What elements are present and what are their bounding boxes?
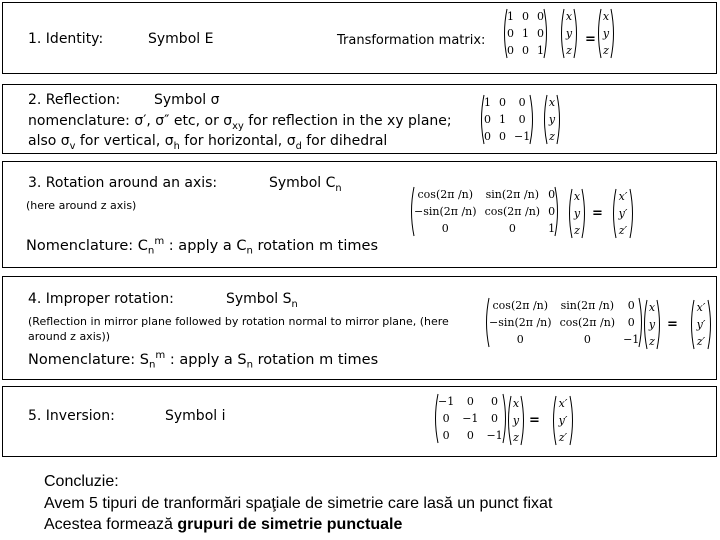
- identity-symbol: Symbol E: [148, 31, 214, 47]
- parenthesis-pair: [507, 395, 525, 446]
- reflection-subtypes: also $\sigma_v$ for vertical, $\sigma_h$ for horizontal, $\sigma_d$ for dihedral: [28, 133, 388, 152]
- matrix-cell: 0: [499, 96, 506, 109]
- vector-entry: z: [574, 224, 580, 237]
- vector-entry: y′: [558, 414, 568, 427]
- improper-result: [690, 299, 712, 350]
- matrix-cell: 0: [484, 130, 491, 143]
- vector-entry: z′: [618, 224, 628, 237]
- matrix-cell: 0: [466, 429, 474, 442]
- matrix-cell: 0: [441, 222, 449, 235]
- rotation-note: (here around z axis): [26, 199, 137, 212]
- matrix-cell: 0: [522, 44, 529, 57]
- matrix-cell: 0: [627, 316, 635, 329]
- inversion-matrix: [434, 393, 507, 444]
- matrix-cell: 1: [537, 44, 544, 57]
- matrix-cell: 1: [484, 96, 491, 109]
- inversion-vector: [507, 395, 525, 446]
- parenthesis-pair: [543, 94, 561, 145]
- matrix-cell: 0: [537, 27, 544, 40]
- rotation-result: [612, 188, 634, 239]
- matrix-cell: −1: [623, 333, 640, 346]
- improper-symbol: Symbol $S_n$: [226, 291, 298, 310]
- vector-entry: z: [549, 130, 555, 143]
- matrix-cell: cos(2π /n): [559, 316, 616, 329]
- parenthesis-pair: [552, 395, 574, 446]
- matrix-cell: −sin(2π /n): [414, 205, 477, 218]
- improper-title: 4. Improper rotation:: [28, 291, 174, 307]
- matrix-cell: 0: [516, 333, 524, 346]
- vector-entry: x: [573, 190, 581, 203]
- vector-entry: x′: [696, 301, 706, 314]
- matrix-cell: −1: [438, 395, 455, 408]
- vector-entry: z: [649, 335, 655, 348]
- vector-entry: y′: [696, 318, 706, 331]
- improper-equals: =: [667, 317, 678, 332]
- matrix-cell: cos(2π /n): [417, 188, 474, 201]
- reflection-nomenclature: nomenclature: σ′, σ″ etc, or $\sigma_{xy}$ for reflection in the xy plane;: [28, 113, 452, 132]
- matrix-cell: 0: [508, 222, 516, 235]
- matrix-cell: 0: [548, 205, 556, 218]
- vector-entry: y: [602, 27, 610, 40]
- parenthesis-pair: [503, 8, 548, 59]
- matrix-cell: 0: [484, 113, 491, 126]
- vector-entry: x: [512, 397, 520, 410]
- matrix-cell: cos(2π /n): [492, 299, 549, 312]
- matrix-cell: −1: [486, 429, 503, 442]
- rotation-title: 3. Rotation around an axis:: [28, 175, 218, 191]
- improper-note-line2: around z axis)): [28, 330, 111, 343]
- reflection-matrix: [480, 94, 534, 145]
- matrix-cell: 0: [491, 412, 499, 425]
- reflection-title: 2. Reflection:: [28, 92, 121, 108]
- identity-matrix: [503, 8, 548, 59]
- matrix-cell: 0: [491, 395, 499, 408]
- identity-title: 1. Identity:: [28, 31, 104, 47]
- matrix-cell: 1: [499, 113, 506, 126]
- parenthesis-pair: [643, 299, 661, 350]
- matrix-cell: 0: [518, 113, 526, 126]
- matrix-cell: 0: [548, 188, 556, 201]
- improper-vector: [643, 299, 661, 350]
- conclusion-line1: Avem 5 tipuri de tranformări spaţiale de simetrie care lasă un punct fixat: [44, 495, 553, 512]
- vector-entry: z: [513, 431, 519, 444]
- vector-entry: y: [548, 113, 556, 126]
- matrix-cell: 0: [442, 412, 450, 425]
- rotation-vector: [568, 188, 586, 239]
- matrix-cell: 0: [442, 429, 450, 442]
- identity-equals: =: [585, 32, 596, 47]
- vector-entry: x′: [558, 397, 568, 410]
- improper-matrix: [485, 297, 643, 348]
- matrix-cell: cos(2π /n): [484, 205, 541, 218]
- matrix-cell: 0: [499, 130, 506, 143]
- parenthesis-pair: [485, 297, 643, 348]
- parenthesis-pair: [690, 299, 712, 350]
- identity-vector: [560, 8, 578, 59]
- vector-entry: y: [648, 318, 656, 331]
- vector-entry: x: [602, 10, 610, 23]
- identity-matrix-label: Transformation matrix:: [337, 33, 486, 48]
- vector-entry: x′: [618, 190, 628, 203]
- reflection-symbol: Symbol σ: [154, 92, 220, 108]
- parenthesis-pair: [434, 393, 507, 444]
- parenthesis-pair: [597, 8, 615, 59]
- matrix-cell: 1: [507, 10, 514, 23]
- matrix-cell: 0: [583, 333, 591, 346]
- vector-entry: z′: [696, 335, 706, 348]
- matrix-cell: −1: [514, 130, 531, 143]
- parenthesis-pair: [612, 188, 634, 239]
- matrix-cell: 0: [537, 10, 544, 23]
- rotation-matrix: [410, 186, 559, 237]
- matrix-cell: −1: [462, 412, 479, 425]
- matrix-cell: sin(2π /n): [485, 188, 539, 201]
- matrix-cell: sin(2π /n): [560, 299, 614, 312]
- vector-entry: z′: [558, 431, 568, 444]
- matrix-cell: 0: [507, 27, 514, 40]
- vector-entry: y: [565, 27, 573, 40]
- conclusion-emphasis: grupuri de simetrie punctuale: [177, 516, 403, 533]
- improper-note-line1: (Reflection in mirror plane followed by rotation normal to mirror plane, (here: [28, 315, 449, 328]
- matrix-cell: 0: [627, 299, 635, 312]
- inversion-result: [552, 395, 574, 446]
- vector-entry: z: [566, 44, 572, 57]
- vector-entry: x: [565, 10, 573, 23]
- vector-entry: y: [512, 414, 520, 427]
- vector-entry: x: [648, 301, 656, 314]
- identity-result: [597, 8, 615, 59]
- parenthesis-pair: [568, 188, 586, 239]
- vector-entry: y′: [618, 207, 628, 220]
- inversion-equals: =: [529, 413, 540, 428]
- reflection-vector: [543, 94, 561, 145]
- parenthesis-pair: [410, 186, 559, 237]
- matrix-cell: −sin(2π /n): [489, 316, 552, 329]
- rotation-equals: =: [592, 206, 603, 221]
- inversion-symbol: Symbol i: [165, 408, 226, 424]
- vector-entry: z: [603, 44, 609, 57]
- rotation-nomenclature: Nomenclature: $C_n^m$ : apply a $C_n$ rotation m times: [26, 236, 379, 257]
- matrix-cell: 1: [522, 27, 529, 40]
- matrix-cell: 0: [466, 395, 474, 408]
- vector-entry: y: [573, 207, 581, 220]
- matrix-cell: 0: [522, 10, 529, 23]
- matrix-cell: 0: [518, 96, 526, 109]
- parenthesis-pair: [560, 8, 578, 59]
- improper-nomenclature: Nomenclature: $S_n^m$ : apply a $S_n$ rotation m times: [28, 350, 379, 371]
- inversion-title: 5. Inversion:: [28, 408, 115, 424]
- parenthesis-pair: [480, 94, 534, 145]
- conclusion-line2: Acestea formează grupuri de simetrie punctuale: [44, 516, 403, 533]
- matrix-cell: 1: [548, 222, 556, 235]
- conclusion-heading: Concluzie:: [44, 473, 119, 490]
- matrix-cell: 0: [507, 44, 514, 57]
- rotation-symbol: Symbol $C_n$: [269, 175, 342, 194]
- vector-entry: x: [548, 96, 556, 109]
